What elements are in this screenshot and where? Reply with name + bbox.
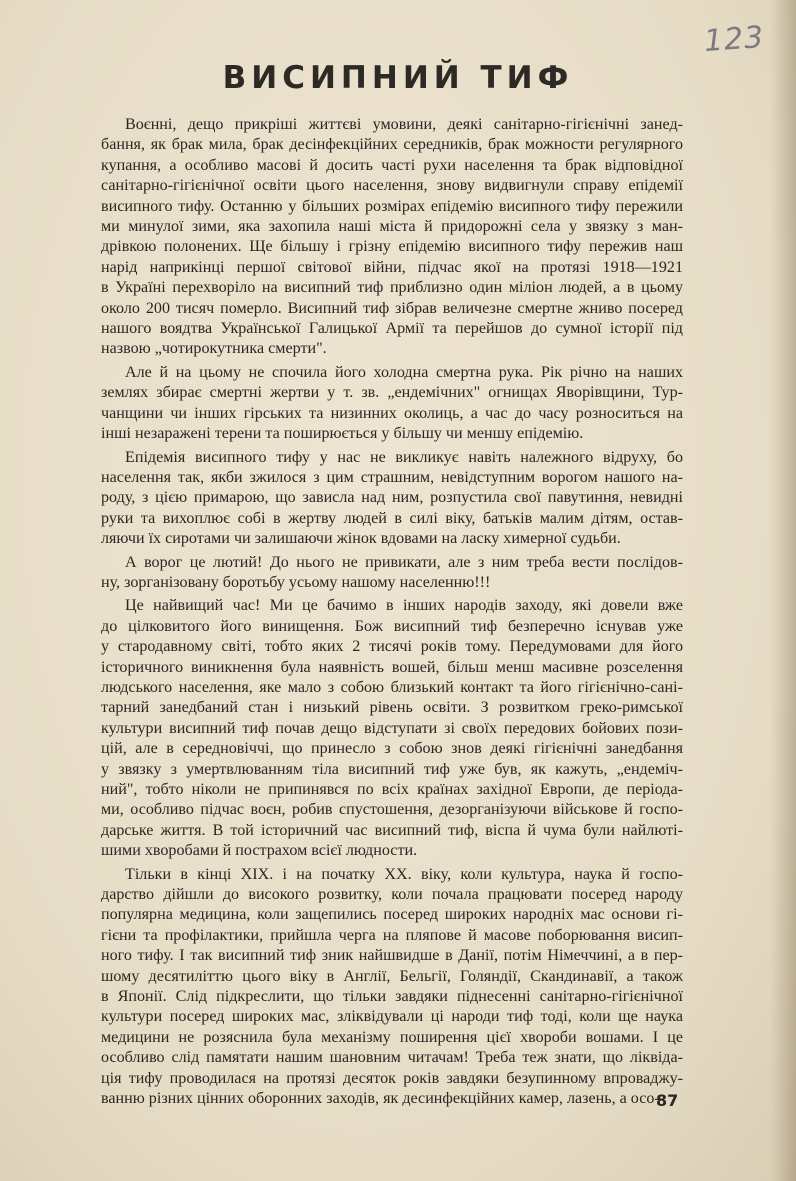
paragraph (101, 553, 683, 594)
text-line: людського населення, яке мало з собою близький контакт та його гігієнічно-сані- (101, 678, 683, 696)
text-line: населення так, якби зжилося з цим страшним, невідступним ворогом нашого на- (101, 468, 683, 486)
text-line: тарний занедбаний стан і низький рівень освіти. З розвитком греко-римської (101, 699, 683, 717)
text-line: особливо слід памятати нашим шановним читачам! Треба теж знати, що ліквіда- (101, 1049, 683, 1067)
text-line: А ворог це лютий! До нього не привикати, але з ним треба вести послідов- (125, 553, 683, 571)
text-line: ну, зорганізовану боротьбу усьому нашому населенню!!! (101, 573, 491, 591)
text-line: дрівкою полонених. Ще більшу і грізну епідемію висипного тифу пережив наш (101, 238, 683, 256)
text-line: у звязку з умертвлюванням тіла висипний тиф уже був, як кажуть, „ендеміч- (101, 760, 683, 778)
text-line: около 200 тисяч померло. Висипний тиф зібрав величезне смертне жниво посеред (101, 299, 683, 317)
text-line: нарід наприкінці першої світової війни, підчас якої на протязі 1918—1921 (101, 258, 683, 276)
text-line: санітарно-гігієнічної освіти цього населення, знову видвигнули справу епідемії (101, 177, 683, 195)
paragraph (101, 448, 683, 550)
text-line: в Україні перехворіло на висипний тиф приблизно один міліон людей, а в цьому (101, 279, 683, 297)
paragraph (101, 115, 683, 360)
archive-number: 123 (702, 19, 766, 60)
text-line: шому десятиліттю цього віку в Англії, Бельгії, Голяндії, Скандинавії, а також (101, 967, 683, 985)
text-line: ного тифу. І так висипний тиф зник найшвидше в Данії, потім Німеччині, а в пер- (101, 947, 683, 965)
page-title: ВИСИПНИЙ ТИФ (222, 60, 574, 96)
text-line: цій, але в середновіччі, що принесло з собою знов деякі гігієнічні занедбання (101, 740, 683, 758)
text-line: Тільки в кінці XIX. і на початку XX. віку, коли культура, наука й госпо- (125, 865, 683, 883)
text-line: історичного виникнення була наявність вошей, більш менш масивне розселення (101, 658, 683, 676)
article-body (101, 115, 683, 1113)
text-line: культури висипний тиф почав дещо відступати зі своїх передових бойових пози- (101, 719, 683, 737)
text-line: назвою „чотирокутника смерти". (101, 340, 327, 358)
text-line: дарське життя. В той історичний час висипний тиф, віспа й чума були найлюті- (101, 821, 683, 839)
paragraph (101, 596, 683, 861)
text-line: землях збирає смертні жертви у т. зв. „ендемічних" огнищах Яворівщини, Тур- (101, 384, 683, 402)
text-line: Але й на цьому не спочила його холодна смертна рука. Рік річно на наших (125, 363, 683, 381)
text-line: роду, з цією примарою, що зависла над ним, розпустила свої павутиння, невидні (101, 489, 683, 507)
text-line: культури посеред широких мас, зліквідували ці народи тиф тоді, коли ще наука (101, 1008, 683, 1026)
text-line: ний", тобто ніколи не припинявся по всіх країнах західної Европи, де періода- (101, 781, 683, 798)
text-line: шими хворобами й пострахом всієї людности. (101, 842, 418, 860)
text-line: дарство дійшли до високого розвитку, коли почала працювати посеред народу (101, 886, 683, 904)
book-spine-shadow (770, 0, 796, 1181)
paragraph (101, 865, 683, 1110)
text-line: чанщини чи інших гірських та низинних околиць, а час до часу розноситься на (101, 404, 683, 422)
paragraph (101, 363, 683, 445)
text-line: ція тифу проводилася на протязі десяток років завдяки безупинному впроваджу- (101, 1069, 683, 1087)
text-line: Епідемія висипного тифу у нас не викликує навіть належного відруху, бо (125, 448, 683, 466)
text-line: в Японії. Слід підкреслити, що тільки завдяки піднесенні санітарно-гігієнічної (101, 988, 683, 1006)
text-line: Це найвищий час! Ми це бачимо в інших народів заходу, які довели вже (125, 597, 683, 615)
text-line: Воєнні, дещо прикріші життєві умовини, деякі санітарно-гігієнічні занед- (125, 116, 683, 133)
text-line: ми, особливо підчас воєн, робив спустошення, дезорганізуючи військове й госпо- (101, 801, 683, 819)
page-number: 87 (656, 1091, 679, 1110)
text-line: висипного тифу. Останню у більших розмірах епідемію висипного тифу пережили (101, 197, 683, 215)
text-line: ванню різних цінних оборонних заходів, як десинфекційних камер, лазень, а осо- (101, 1090, 660, 1108)
text-line: до цілковитого його винищення. Бож висипний тиф безперечно існував уже (101, 617, 683, 635)
text-line: популярна медицина, коли защепились посеред широких народніх мас основи гі- (101, 906, 683, 924)
text-line: бання, як брак мила, брак десінфекційних середників, брак можности регулярного (101, 136, 683, 154)
text-line: руки та вихоплює собі в жертву людей в силі віку, батьків малим дітям, остав- (101, 509, 683, 527)
text-line: у стародавному світі, тобто яких 2 тисячі років тому. Передумовами для його (101, 638, 683, 656)
text-line: купання, а особливо масові й досить часті рухи населення та брак відповідної (101, 156, 683, 174)
text-line: ляючи їх сиротами чи залишаючи жінок вдовами на ласку химерної судьби. (101, 530, 621, 548)
text-line: інші незаражені терени та поширюється у більшу чи меншу епідемію. (101, 425, 584, 443)
text-line: медицини не розяснила була механізму поширення цієї хвороби вошами. І це (101, 1028, 683, 1046)
text-line: ми минулої зими, яка захопила наші міста й придорожні села у звязку з ман- (101, 218, 683, 236)
text-line: гієни та профілактики, прийшла черга на пляпове й масове поборювання висип- (101, 926, 683, 944)
text-line: нашого воядтва Української Галицької Армії та перейшов до сумної історії під (101, 320, 683, 338)
